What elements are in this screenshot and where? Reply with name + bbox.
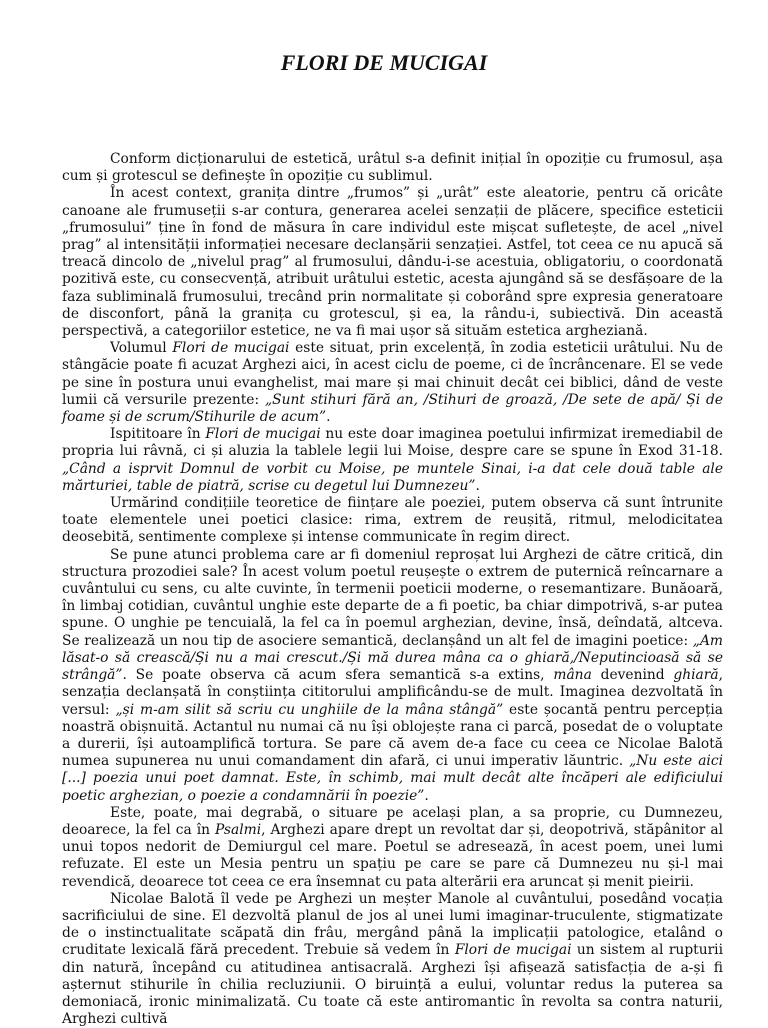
text-run: un sistem al rupturii din natură, începând cu atitudinea antisacrală. Arghezi își afișează satisfacția de a-și fi așternut stihurile în chilia recluziunii. O biruință a eului, voluntar redus la puterea sa demoniacă, ironic minimalizată. Cu toate că este antiromantic în revolta sa contra naturii, Arghezi cultivă (62, 942, 724, 1028)
text-run: . Se poate observa că acum sfera semantică s-a extins, (122, 667, 554, 684)
text-run: În acest context, granița dintre „frumos” și „urât” este aleatorie, pentru că oricâte canoane ale frumuseții s-ar contura, generarea acelei senzații de plăcere, specifice esteticii „frumosului” ține în fond de măsura în care individul este mișcat sufletește, de acel „nivel prag” al intensității informației necesare declanșării senzației. Astfel, tot ceea ce nu apucă să treacă dincolo de „nivelul prag” al frumosului, dându-i-se acestuia, obligatoriu, o coordonată pozitivă este, cu consecvență, atribuit urâtului estetic, acesta ajungând să se desfășoare de la faza subliminală frumosului, trecând prin normalitate și coborând spre expresia generatoare de disconfort, până la granița cu grotescul, și ea, la rându-i, subiectivă. Din această perspectivă, a categoriilor estetice, ne va fi mai ușor să situăm estetica argheziană. (62, 185, 723, 340)
paragraph (62, 151, 723, 185)
paragraph (62, 805, 723, 891)
italic-quote: Flori de mucigai (205, 426, 321, 443)
essay-body (62, 151, 723, 1028)
italic-quote: mâna (553, 667, 592, 684)
italic-quote: „și m-am silit să scriu cu unghiile de la mâna stângă” (115, 701, 504, 718)
text-run: Se pune atunci problema care ar fi domeniul reproșat lui Arghezi de către critică, din structura prozodiei sale? În acest volum poetul reușește o extrem de puternică reîncarnare a cuvântului cu sens, cu alte cuvinte, în termenii poeticii moderne, o resemantizare. Bunăoară, în limbaj cotidian, cuvântul unghie este departe de a fi poetic, ba chiar dimpotrivă, s-ar putea spune. O unghie pe tencuială, la fel ca în poemul arghezian, devine, însă, deîndată, altceva. Se realizează un nou tip de asociere semantică, declanșând un alt fel de imagini poetice: (62, 546, 723, 649)
page-title: FLORI DE MUCIGAI (280, 50, 488, 75)
text-run: , senzația declanșată în conștiința cititorului amplificându-se de mult. Imaginea dezvoltată în versul: (62, 667, 723, 718)
paragraph (62, 185, 723, 340)
italic-quote: „Când a isprvit Domnul de vorbit cu Moise, pe muntele Sinai, i-a dat cele două table ale mărturiei, table de piatră, scrise cu degetul lui Dumnezeu” (62, 460, 723, 494)
text-run: . (424, 787, 429, 804)
text-run: Urmărind condițiile teoretice de ființare ale poeziei, putem observa că sunt întrunite toate elementele unei poetici clasice: rima, extrem de reușită, ritmul, melodicitatea deosebită, sentimente complexe și intense communicate în regim direct. (62, 495, 723, 546)
italic-quote: Flori de mucigai (454, 942, 572, 959)
italic-quote: Flori de mucigai (172, 340, 290, 357)
paragraph (62, 426, 723, 495)
italic-quote: „Nu este aici [...] poezia unui poet damnat. Este, în schimb, mai mult decât alte încăperi ale edificiului poetic arghezian, o poezie a condamnării în poezie” (62, 753, 723, 804)
italic-quote: „Am lăsat-o să crească/Și nu a mai crescut./Și mă durea mâna ca o ghiară,/Neputincioasă să se strângă” (62, 632, 723, 684)
text-run: este șocantă pentru percepția noastră obișnuită. Actantul nu numai că nu își oblojește rana ci parcă, posedat de o voluptate a durerii, își autoamplifică tortura. Se pare că avem de-a face cu ceea ce Nicolae Balotă numea supunerea nu unui comandament din afară, ci unui imperativ lăuntric. (62, 701, 724, 770)
italic-quote: „Sunt stihuri fără an, /Stihuri de groază, /De sete de apă/ Și de foame și de scrum/Stihurile de acum” (62, 391, 723, 426)
text-run: , Arghezi apare drept un revoltat dar și, deopotrivă, stăpânitor al unui topos nedorit de Demiurgul cel mare. Poetul se adresează, în acest poem, unei lumi refuzate. El este un Mesia pentru un spațiu pe care se pare că Dumnezeu nu și-l mai revendică, deoarece tot ceea ce era însemnat cu pata alterării era aruncat și menit pieirii. (62, 821, 723, 890)
text-run: Conform dicționarului de estetică, urâtul s-a definit inițial în opoziție cu frumosul, așa cum și grotescul se definește în opoziție cu sublimul. (62, 151, 723, 185)
text-run: Volumul (110, 340, 173, 357)
text-run: devenind (591, 667, 674, 684)
text-run: Este, poate, mai degrabă, o situare pe același plan, a sa proprie, cu Dumnezeu, deoarece, la fel ca în (62, 804, 723, 838)
text-run: . (326, 409, 331, 426)
italic-quote: Psalmi (215, 821, 262, 838)
paragraph (62, 891, 723, 1028)
text-run: este situat, prin excelență, în zodia esteticii urâtului. Nu de stângăcie poate fi acuzat Arghezi aici, în acest ciclu de poeme, ci de încrâncenare. El se vede pe sine în postura unui evanghelist, mai mare și mai chinuit decât cei biblici, dând de veste lumii că versurile prezente: (62, 340, 723, 408)
text-run: . (475, 477, 480, 494)
text-run: nu este doar imaginea poetului infirmizat iremediabil de propria lui râvnă, ci și aluzia la tablele legii lui Moise, despre care se spune în Exod 31-18. (62, 426, 723, 460)
text-run: Ispititoare în (110, 426, 206, 443)
paragraph (62, 547, 723, 805)
italic-quote: ghiară (673, 667, 719, 684)
paragraph (62, 340, 723, 426)
text-run: Nicolae Balotă îl vede pe Arghezi un meșter Manole al cuvântului, posedând vocația sacrificiului de sine. El dezvoltă planul de jos al unei lumi imaginar-truculente, stigmatizate de o instinctualitate scăpată din frâu, mergând până la implicații patologice, etalând o cruditate lexicală fără precedent. Trebuie să vedem în (62, 890, 723, 959)
paragraph (62, 495, 723, 547)
